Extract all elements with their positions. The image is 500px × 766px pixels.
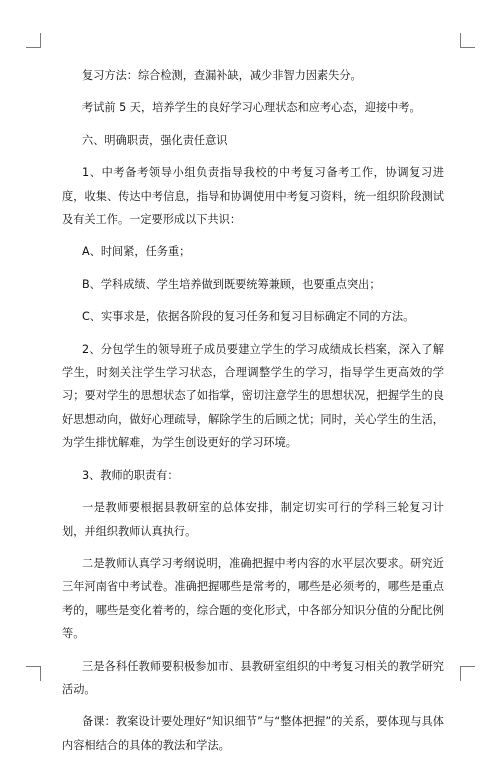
paragraph-student-records: 2、分包学生的领导班子成员要建立学生的学习成绩成长档案，深入了解学生，时刻关注学生学习状态，合理调整学生的学习，指导学生更高效的学习；要对学生的思想状态了如指掌，密切注意学生的思想状况，把握学生的良好思想动向，做好心理疏导，解除学生的后顾之忧；同时，关心学生的生活，为学生排忧解难，为学生创设更好的学习环境。: [62, 342, 444, 450]
paragraph-leadership-duty: 1、中考备考领导小组负责指导我校的中考复习备考工作，协调复习进度，收集、传达中考信息，指导和协调使用中考复习资料，统一组织阶段测试及有关工作。一定要形成以下共识：: [62, 166, 444, 227]
paragraph-teacher-duties-heading: 3、教师的职责有：: [82, 468, 179, 482]
paragraph-teacher-duty-two: 二是教师认真学习考纲说明，准确把握中考内容的水平层次要求。研究近三年河南省中考试卷。准确把握哪些是常考的，哪些是必须考的，哪些是重点考的，哪些是变化着考的，综合题的变化形式，中各部分知识分值的分配比例等。: [62, 556, 444, 641]
list-item-a: A、时间紧，任务重；: [82, 245, 191, 259]
crop-mark-top-left: [26, 33, 41, 48]
crop-mark-bottom-right: [460, 666, 475, 681]
document-body: [62, 64, 444, 766]
list-item-c: C、实事求是，依据各阶段的复习任务和复习目标确定不同的方法。: [82, 310, 415, 324]
paragraph-review-method: 复习方法：综合检测，查漏补缺，减少非智力因素失分。: [82, 69, 362, 82]
paragraph-teacher-duty-one: 一是教师要根据县教研室的总体安排，制定切实可行的学科三轮复习计划，并组织教师认真执行。: [62, 501, 444, 538]
paragraph-teacher-duty-three: 三是各科任教师要积极参加市、县教研室组织的中考复习相关的教学研究活动。: [62, 659, 444, 696]
list-item-b: B、学科成绩、学生培养做到既要统筹兼顾，也要重点突出；: [82, 277, 381, 291]
crop-mark-top-right: [460, 33, 475, 48]
paragraph-exam-preparation: 考试前 5 天，培养学生的良好学习心理状态和应考心态，迎接中考。: [82, 101, 421, 115]
crop-mark-bottom-left: [26, 666, 41, 681]
paragraph-lesson-prep: 备课：教案设计要处理好“知识细节”与“整体把握”的关系，要体现与具体内容相结合的具体的教法和学法。: [62, 715, 444, 752]
section-heading-responsibilities: 六、明确职责，强化责任意识: [82, 133, 228, 147]
